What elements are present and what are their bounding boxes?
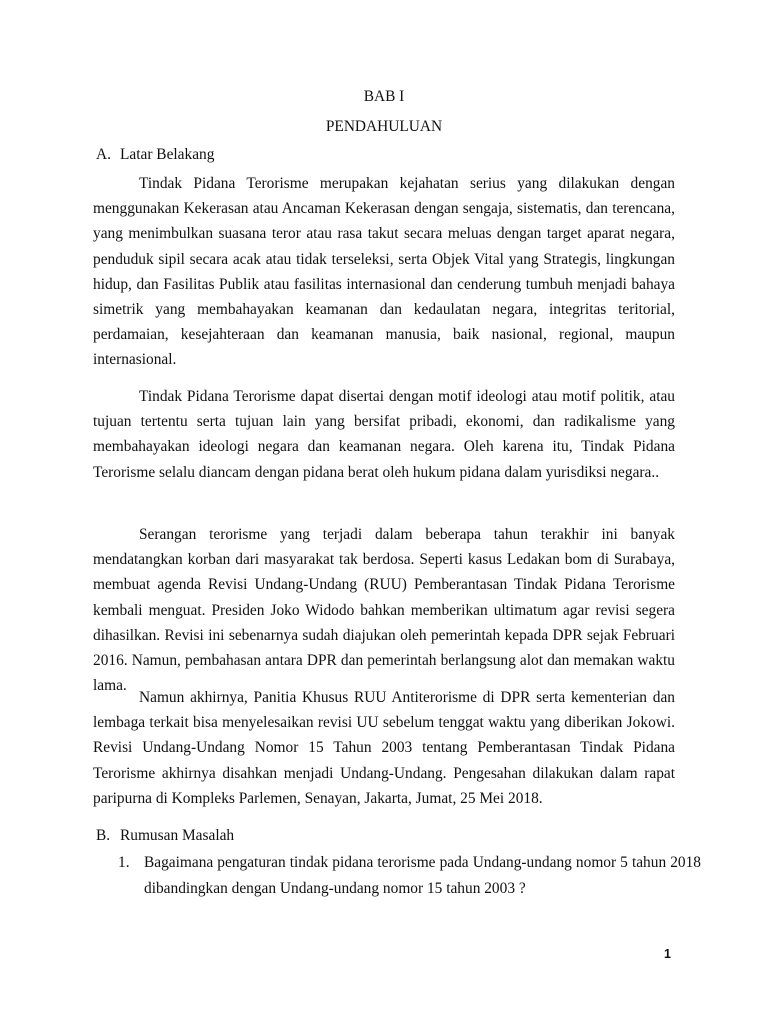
- section-a-marker: A.: [96, 146, 111, 163]
- section-a-title: Latar Belakang: [120, 146, 215, 163]
- list-item: [118, 850, 701, 902]
- section-b-heading: [96, 826, 234, 846]
- paragraph: Serangan terorisme yang terjadi dalam beberapa tahun terakhir ini banyak mendatangkan korban dari masyarakat tak berdosa. Seperti kasus Ledakan bom di Surabaya, membuat agenda Revisi Undang-Undang (RUU) Pemberantasan Tindak Pidana Terorisme kembali menguat. Presiden Joko Widodo bahkan memberikan ultimatum agar revisi segera dihasilkan. Revisi ini sebenarnya sudah diajukan oleh pemerintah kepada DPR sejak Februari 2016. Namun, pembahasan antara DPR dan pemerintah berlangsung alot dan memakan waktu lama.: [93, 526, 675, 695]
- section-a-heading: [96, 145, 214, 165]
- section-b-title: Rumusan Masalah: [120, 827, 235, 844]
- paragraph: Tindak Pidana Terorisme merupakan kejahatan serius yang dilakukan dengan menggunakan Kekerasan atau Ancaman Kekerasan dengan sengaja, sistematis, dan terencana, yang menimbulkan suasana teror atau rasa takut secara meluas dengan target aparat negara, penduduk sipil secara acak atau tidak terseleksi, serta Objek Vital yang Strategis, lingkungan hidup, dan Fasilitas Publik atau fasilitas internasional dan cenderung tumbuh menjadi bahaya simetrik yang membahayakan keamanan dan kedaulatan negara, integritas teritorial, perdamaian, kesejahteraan dan keamanan manusia, baik nasional, regional, maupun internasional.: [93, 175, 675, 369]
- paragraph: Tindak Pidana Terorisme dapat disertai dengan motif ideologi atau motif politik, atau tujuan tertentu serta tujuan lain yang bersifat pribadi, ekonomi, dan radikalisme yang membahayakan ideologi negara dan keamanan negara. Oleh karena itu, Tindak Pidana Terorisme selalu diancam dengan pidana berat oleh hukum pidana dalam yurisdiksi negara..: [93, 388, 675, 481]
- chapter-title: PENDAHULUAN: [325, 118, 443, 135]
- section-b-marker: B.: [96, 827, 111, 844]
- list-item-number: 1.: [118, 854, 130, 871]
- chapter-label: BAB I: [363, 88, 405, 105]
- page-number: 1: [664, 947, 671, 961]
- list-item-text: Bagaimana pengaturan tindak pidana terorisme pada Undang-undang nomor 5 tahun 2018 dibandingkan dengan Undang-undang nomor 15 tahun 2003 ?: [144, 854, 701, 897]
- paragraph: Namun akhirnya, Panitia Khusus RUU Antiterorisme di DPR serta kementerian dan lembaga terkait bisa menyelesaikan revisi UU sebelum tenggat waktu yang diberikan Jokowi. Revisi Undang-Undang Nomor 15 Tahun 2003 tentang Pemberantasan Tindak Pidana Terorisme akhirnya disahkan menjadi Undang-Undang. Pengesahan dilakukan dalam rapat paripurna di Kompleks Parlemen, Senayan, Jakarta, Jumat, 25 Mei 2018.: [93, 689, 675, 807]
